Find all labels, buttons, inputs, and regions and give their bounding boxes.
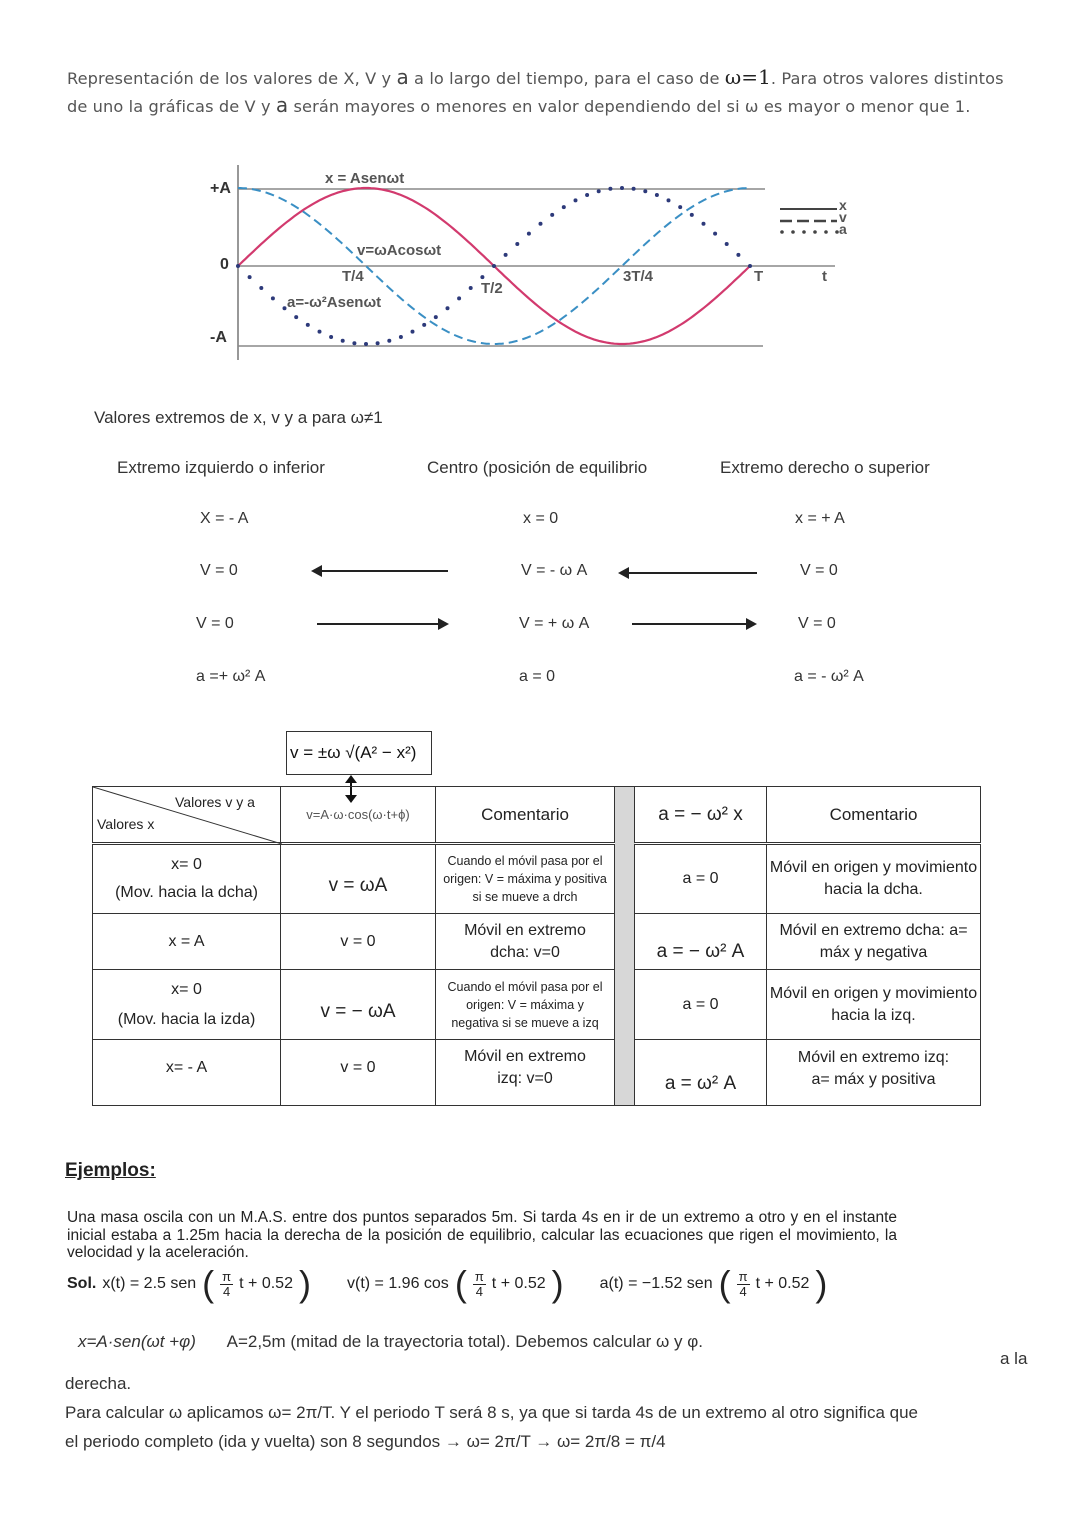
v-value: v = 0 [281,1040,436,1106]
table-row [93,914,981,970]
solution-label: Sol. [67,1275,97,1292]
x-value: x= - A [93,1040,281,1106]
legend-a: a [839,221,847,237]
legend-x: x [839,197,847,213]
explanation-line-4: Para calcular ω aplicamos ω= 2π/T. Y el periodo T será 8 s, ya que si tarda 4s de un extremo al otro significa que [65,1403,918,1422]
center-v-value-1: V = - ω A [521,562,588,579]
arg-tail: t + 0.52 [239,1275,293,1292]
open-paren: ( [718,1263,731,1304]
amplitude-text: A=2,5m (mitad de la trayectoria total). Debemos calcular ω y φ. [226,1332,704,1351]
v-value: v = − ωA [281,970,436,1040]
x-direction: (Mov. hacia la izda) [117,1010,256,1028]
explanation-line-5: el periodo completo (ida y vuelta) son 8 segundos → ω= 2π/T → ω= 2π/8 = π/4 [65,1432,666,1451]
sol-a-prefix: a(t) = −1.52 sen [599,1275,713,1292]
column-right-heading: Extremo derecho o superior [720,458,930,477]
curve-label-v: v=ωAcosωt [357,242,442,259]
center-v-value-2: V = + ω A [519,615,590,632]
v-comment: Móvil en extremo izq: v=0 [436,1040,615,1106]
center-a-value: a = 0 [519,668,556,685]
arg-tail: t + 0.52 [755,1275,810,1292]
x-tick-3t-quarter: 3T/4 [623,268,654,285]
header-v-formula: v=A·ω·cos(ω·t+ϕ) [281,787,436,844]
right-v-value-2: V = 0 [798,615,836,632]
frac-num: π [474,1268,484,1284]
table-row [93,844,981,914]
shm-values-table [92,786,981,1106]
arrow-right-icon [632,623,755,625]
velocity-formula-text: v = ±ω √(A² − x²) [290,743,417,762]
fraction-pi-4 [220,1270,233,1299]
x-axis-label-t: t [822,268,827,285]
intro-text-2: a lo largo del tiempo, para el caso de [408,69,725,88]
header-values-v-a: Valores v y a [175,794,255,810]
intro-text-1: Representación de los valores de X, V y [67,69,397,88]
extremes-title: Valores extremos de x, v y a para ω≠1 [94,408,383,427]
intro-paragraph [67,64,1017,120]
right-v-value-1: V = 0 [800,562,838,579]
v-comment: Cuando el móvil pasa por el origen: V = máxima y positiva si se mueve a drch [436,844,615,914]
frac-den: 4 [475,1283,483,1299]
curve-label-a: a=-ω²Asenωt [287,294,382,311]
x-value: x = A [93,914,281,970]
arg-tail: t + 0.52 [491,1275,546,1292]
x-value-cell [93,970,281,1040]
x-direction: (Mov. hacia la dcha) [115,884,258,901]
x-tick-t-half: T/2 [481,280,503,297]
v-value: v = 0 [281,914,436,970]
solution-line [67,1263,828,1304]
a-comment: Móvil en origen y movimiento hacia la izq. [767,970,981,1040]
a-comment: Móvil en extremo dcha: a= máx y negativa [767,914,981,970]
header-values-x: Valores x [97,816,155,832]
a-comment: Móvil en origen y movimiento hacia la dcha. [767,844,981,914]
x-tick-t-quarter: T/4 [342,268,364,285]
shm-graph [205,160,855,360]
right-x-value: x = + A [795,510,845,527]
intro-a-symbol-2: a [275,93,289,117]
frac-num: π [738,1268,748,1284]
v-value: v = ωA [281,844,436,914]
y-tick-zero: 0 [220,256,229,273]
clipped-text-fragment: a la [1000,1349,1028,1368]
x-value-cell [93,844,281,914]
a-comment: Móvil en extremo izq: a= máx y positiva [767,1040,981,1106]
x-value: x= 0 [171,856,202,873]
arrow-left-icon [620,572,757,574]
examples-heading: Ejemplos: [65,1160,156,1181]
sol-x-prefix: x(t) = 2.5 sen [102,1275,197,1292]
y-tick-plus-a: +A [210,180,231,197]
a-value: a = 0 [635,970,767,1040]
fraction-pi-4 [473,1270,486,1299]
intro-text-3: . Para otros valores distintos de uno la gráficas de V y [67,69,1004,116]
v-comment: Cuando el móvil pasa por el origen: V = máxima y negativa si se mueve a izq [436,970,615,1040]
left-a-value: a =+ ω² A [196,668,266,685]
x-tick-t-full: T [754,268,764,285]
center-x-value: x = 0 [523,510,559,527]
v-comment: Móvil en extremo dcha: v=0 [436,914,615,970]
left-v-value-1: V = 0 [200,562,238,579]
column-left-heading: Extremo izquierdo o inferior [117,458,325,477]
intro-a-symbol: a [396,65,409,89]
open-paren: ( [202,1263,215,1304]
left-v-value-2: V = 0 [196,615,234,632]
arrow-left-icon [313,570,448,572]
fraction-pi-4 [737,1270,750,1299]
arrow-right-icon [317,623,447,625]
intro-omega: ω=1 [724,65,771,89]
header-a-formula: a = − ω² x [635,787,767,844]
problem-statement: Una masa oscila con un M.A.S. entre dos puntos separados 5m. Si tarda 4s en ir de un extremo a otro y en el instante inicial estaba a 1.25m hacia la derecha de la posición de equilibrio, calcular las ecuaciones que rigen el movimiento, la velocidad y la aceleración. [67,1209,897,1261]
frac-den: 4 [739,1283,747,1299]
gray-separator [615,787,635,1106]
column-center-heading: Centro (posición de equilibrio [427,458,648,477]
explanation-line-3: derecha. [65,1374,132,1393]
y-tick-minus-a: -A [210,329,227,346]
frac-den: 4 [223,1283,231,1299]
right-a-value: a = - ω² A [794,668,864,685]
table-row [93,1040,981,1106]
frac-num: π [222,1268,232,1284]
close-paren: ) [551,1263,564,1304]
explanation-line-1 [78,1327,703,1356]
a-value: a = ω² A [635,1040,767,1106]
close-paren: ) [815,1263,828,1304]
table-row [93,970,981,1040]
sol-v-prefix: v(t) = 1.96 cos [346,1275,449,1292]
diagonal-header-cell [93,787,281,844]
legend-v: v [839,209,847,225]
shm-graph-svg [205,160,855,360]
close-paren: ) [298,1263,311,1304]
x-value: x= 0 [171,980,202,998]
intro-text-4: serán mayores o menores en valor dependiendo del si ω es mayor o menor que 1. [288,97,971,116]
header-comment-a: Comentario [767,787,981,844]
general-equation: x=A·sen(ωt +φ) [78,1332,196,1351]
curve-label-x: x = Asenωt [325,170,405,187]
velocity-formula-box [286,731,432,775]
header-comment-v: Comentario [436,787,615,844]
open-paren: ( [454,1263,467,1304]
a-value: a = 0 [635,844,767,914]
a-value: a = − ω² A [635,914,767,970]
table-header-row [93,787,981,844]
left-x-value: X = - A [200,510,249,527]
